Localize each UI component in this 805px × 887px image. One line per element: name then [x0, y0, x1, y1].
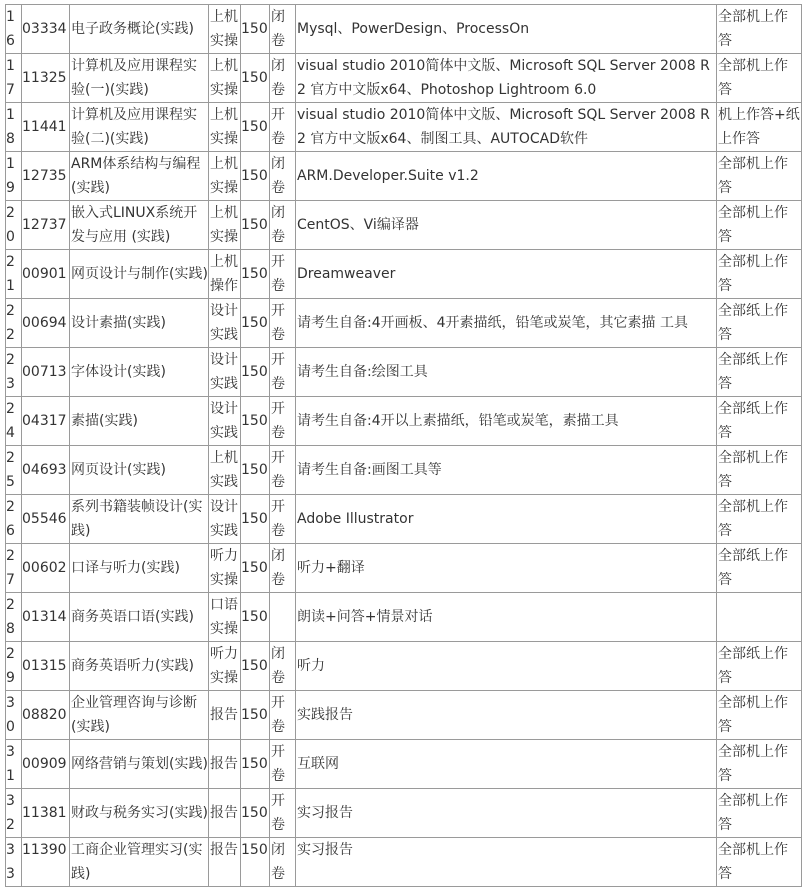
- course-code: 12735: [22, 152, 70, 201]
- row-number: 32: [6, 789, 22, 838]
- course-name: 设计素描(实践): [70, 299, 209, 348]
- open-closed-book: 闭卷: [270, 5, 296, 54]
- course-code: 00602: [22, 544, 70, 593]
- exam-type: 上机实操: [209, 103, 241, 152]
- exam-type: 上机实操: [209, 152, 241, 201]
- exam-tools: 实习报告: [296, 838, 717, 887]
- course-name: 商务英语口语(实践): [70, 593, 209, 642]
- exam-type: 上机操作: [209, 250, 241, 299]
- exam-minutes: 150: [241, 5, 270, 54]
- exam-type: 上机实操: [209, 201, 241, 250]
- course-code: 05546: [22, 495, 70, 544]
- open-closed-book: 开卷: [270, 348, 296, 397]
- table-row: [6, 789, 802, 838]
- answer-mode: 全部纸上作答: [717, 299, 802, 348]
- table-row: [6, 691, 802, 740]
- course-name: 网页设计与制作(实践): [70, 250, 209, 299]
- exam-minutes: 150: [241, 397, 270, 446]
- open-closed-book: 开卷: [270, 103, 296, 152]
- course-name: 财政与税务实习(实践): [70, 789, 209, 838]
- open-closed-book: 开卷: [270, 740, 296, 789]
- answer-mode: [717, 593, 802, 642]
- table-row: [6, 5, 802, 54]
- table-row: [6, 446, 802, 495]
- exam-type: 上机实践: [209, 446, 241, 495]
- table-row: [6, 593, 802, 642]
- row-number: 19: [6, 152, 22, 201]
- exam-type: 报告: [209, 838, 241, 887]
- course-code: 08820: [22, 691, 70, 740]
- exam-tools: CentOS、Vi编译器: [296, 201, 717, 250]
- course-name: 企业管理咨询与诊断(实践): [70, 691, 209, 740]
- course-code: 11325: [22, 54, 70, 103]
- answer-mode: 全部机上作答: [717, 152, 802, 201]
- exam-minutes: 150: [241, 201, 270, 250]
- course-code: 11390: [22, 838, 70, 887]
- exam-minutes: 150: [241, 642, 270, 691]
- exam-type: 报告: [209, 789, 241, 838]
- exam-type: 上机实操: [209, 5, 241, 54]
- exam-minutes: 150: [241, 348, 270, 397]
- exam-tools: 请考生自备:画图工具等: [296, 446, 717, 495]
- exam-minutes: 150: [241, 54, 270, 103]
- course-name: 电子政务概论(实践): [70, 5, 209, 54]
- exam-tools: Mysql、PowerDesign、ProcessOn: [296, 5, 717, 54]
- exam-type: 设计实践: [209, 299, 241, 348]
- table-row: [6, 103, 802, 152]
- row-number: 33: [6, 838, 22, 887]
- exam-tools: 实习报告: [296, 789, 717, 838]
- exam-type: 听力实操: [209, 642, 241, 691]
- answer-mode: 全部纸上作答: [717, 348, 802, 397]
- open-closed-book: 开卷: [270, 789, 296, 838]
- open-closed-book: 开卷: [270, 495, 296, 544]
- answer-mode: 全部机上作答: [717, 201, 802, 250]
- open-closed-book: [270, 593, 296, 642]
- open-closed-book: 闭卷: [270, 642, 296, 691]
- table-row: [6, 348, 802, 397]
- exam-minutes: 150: [241, 838, 270, 887]
- exam-table-body: [6, 5, 802, 887]
- course-name: 网络营销与策划(实践): [70, 740, 209, 789]
- exam-tools: 听力: [296, 642, 717, 691]
- row-number: 21: [6, 250, 22, 299]
- table-row: [6, 152, 802, 201]
- row-number: 23: [6, 348, 22, 397]
- exam-tools: 请考生自备:绘图工具: [296, 348, 717, 397]
- answer-mode: 全部纸上作答: [717, 544, 802, 593]
- table-row: [6, 740, 802, 789]
- open-closed-book: 闭卷: [270, 201, 296, 250]
- open-closed-book: 开卷: [270, 250, 296, 299]
- row-number: 16: [6, 5, 22, 54]
- course-name: 计算机及应用课程实验(一)(实践): [70, 54, 209, 103]
- answer-mode: 全部机上作答: [717, 691, 802, 740]
- course-code: 00901: [22, 250, 70, 299]
- exam-type: 报告: [209, 691, 241, 740]
- open-closed-book: 闭卷: [270, 838, 296, 887]
- open-closed-book: 闭卷: [270, 544, 296, 593]
- exam-table: [5, 4, 802, 887]
- course-name: 商务英语听力(实践): [70, 642, 209, 691]
- course-code: 11381: [22, 789, 70, 838]
- exam-minutes: 150: [241, 740, 270, 789]
- exam-minutes: 150: [241, 691, 270, 740]
- course-name: 网页设计(实践): [70, 446, 209, 495]
- row-number: 30: [6, 691, 22, 740]
- answer-mode: 全部纸上作答: [717, 642, 802, 691]
- exam-type: 设计实践: [209, 495, 241, 544]
- row-number: 31: [6, 740, 22, 789]
- table-row: [6, 642, 802, 691]
- row-number: 20: [6, 201, 22, 250]
- course-name: 字体设计(实践): [70, 348, 209, 397]
- exam-tools: 实践报告: [296, 691, 717, 740]
- row-number: 17: [6, 54, 22, 103]
- table-row: [6, 495, 802, 544]
- exam-type: 报告: [209, 740, 241, 789]
- exam-tools: 请考生自备:4开以上素描纸，铅笔或炭笔，素描工具: [296, 397, 717, 446]
- table-row: [6, 299, 802, 348]
- row-number: 29: [6, 642, 22, 691]
- exam-minutes: 150: [241, 789, 270, 838]
- exam-tools: Adobe Illustrator: [296, 495, 717, 544]
- answer-mode: 全部机上作答: [717, 54, 802, 103]
- open-closed-book: 开卷: [270, 299, 296, 348]
- table-row: [6, 544, 802, 593]
- exam-minutes: 150: [241, 103, 270, 152]
- answer-mode: 机上作答+纸上作答: [717, 103, 802, 152]
- row-number: 22: [6, 299, 22, 348]
- course-code: 01315: [22, 642, 70, 691]
- exam-minutes: 150: [241, 152, 270, 201]
- exam-tools: 朗读+问答+情景对话: [296, 593, 717, 642]
- row-number: 26: [6, 495, 22, 544]
- course-name: 工商企业管理实习(实践): [70, 838, 209, 887]
- exam-minutes: 150: [241, 299, 270, 348]
- exam-type: 设计实践: [209, 397, 241, 446]
- course-name: 口译与听力(实践): [70, 544, 209, 593]
- open-closed-book: 闭卷: [270, 54, 296, 103]
- row-number: 24: [6, 397, 22, 446]
- exam-tools: 互联网: [296, 740, 717, 789]
- open-closed-book: 闭卷: [270, 152, 296, 201]
- course-code: 01314: [22, 593, 70, 642]
- course-name: ARM体系结构与编程 (实践): [70, 152, 209, 201]
- course-code: 00713: [22, 348, 70, 397]
- course-name: 系列书籍装帧设计(实践): [70, 495, 209, 544]
- table-row: [6, 250, 802, 299]
- row-number: 18: [6, 103, 22, 152]
- exam-tools: visual studio 2010简体中文版、Microsoft SQL Server 2008 R2 官方中文版x64、Photoshop Lightroom 6.0: [296, 54, 717, 103]
- answer-mode: 全部机上作答: [717, 495, 802, 544]
- exam-tools: 请考生自备:4开画板、4开素描纸，铅笔或炭笔，其它素描 工具: [296, 299, 717, 348]
- course-code: 04317: [22, 397, 70, 446]
- table-row: [6, 838, 802, 887]
- answer-mode: 全部机上作答: [717, 250, 802, 299]
- exam-minutes: 150: [241, 593, 270, 642]
- answer-mode: 全部机上作答: [717, 446, 802, 495]
- exam-type: 上机实操: [209, 54, 241, 103]
- exam-minutes: 150: [241, 544, 270, 593]
- exam-tools: ARM.Developer.Suite v1.2: [296, 152, 717, 201]
- exam-minutes: 150: [241, 495, 270, 544]
- table-row: [6, 201, 802, 250]
- course-code: 00694: [22, 299, 70, 348]
- course-name: 计算机及应用课程实验(二)(实践): [70, 103, 209, 152]
- exam-minutes: 150: [241, 250, 270, 299]
- exam-type: 听力实操: [209, 544, 241, 593]
- table-row: [6, 54, 802, 103]
- course-code: 12737: [22, 201, 70, 250]
- answer-mode: 全部纸上作答: [717, 397, 802, 446]
- exam-type: 设计实践: [209, 348, 241, 397]
- course-name: 素描(实践): [70, 397, 209, 446]
- table-row: [6, 397, 802, 446]
- row-number: 27: [6, 544, 22, 593]
- exam-tools: 听力+翻译: [296, 544, 717, 593]
- exam-minutes: 150: [241, 446, 270, 495]
- course-code: 03334: [22, 5, 70, 54]
- row-number: 28: [6, 593, 22, 642]
- open-closed-book: 开卷: [270, 397, 296, 446]
- course-code: 04693: [22, 446, 70, 495]
- answer-mode: 全部机上作答: [717, 740, 802, 789]
- answer-mode: 全部机上作答: [717, 5, 802, 54]
- course-code: 11441: [22, 103, 70, 152]
- exam-type: 口语实操: [209, 593, 241, 642]
- open-closed-book: 开卷: [270, 446, 296, 495]
- open-closed-book: 开卷: [270, 691, 296, 740]
- answer-mode: 全部机上作答: [717, 838, 802, 887]
- answer-mode: 全部机上作答: [717, 789, 802, 838]
- exam-tools: Dreamweaver: [296, 250, 717, 299]
- course-code: 00909: [22, 740, 70, 789]
- exam-tools: visual studio 2010简体中文版、Microsoft SQL Server 2008 R2 官方中文版x64、制图工具、AUTOCAD软件: [296, 103, 717, 152]
- row-number: 25: [6, 446, 22, 495]
- course-name: 嵌入式LINUX系统开发与应用 (实践): [70, 201, 209, 250]
